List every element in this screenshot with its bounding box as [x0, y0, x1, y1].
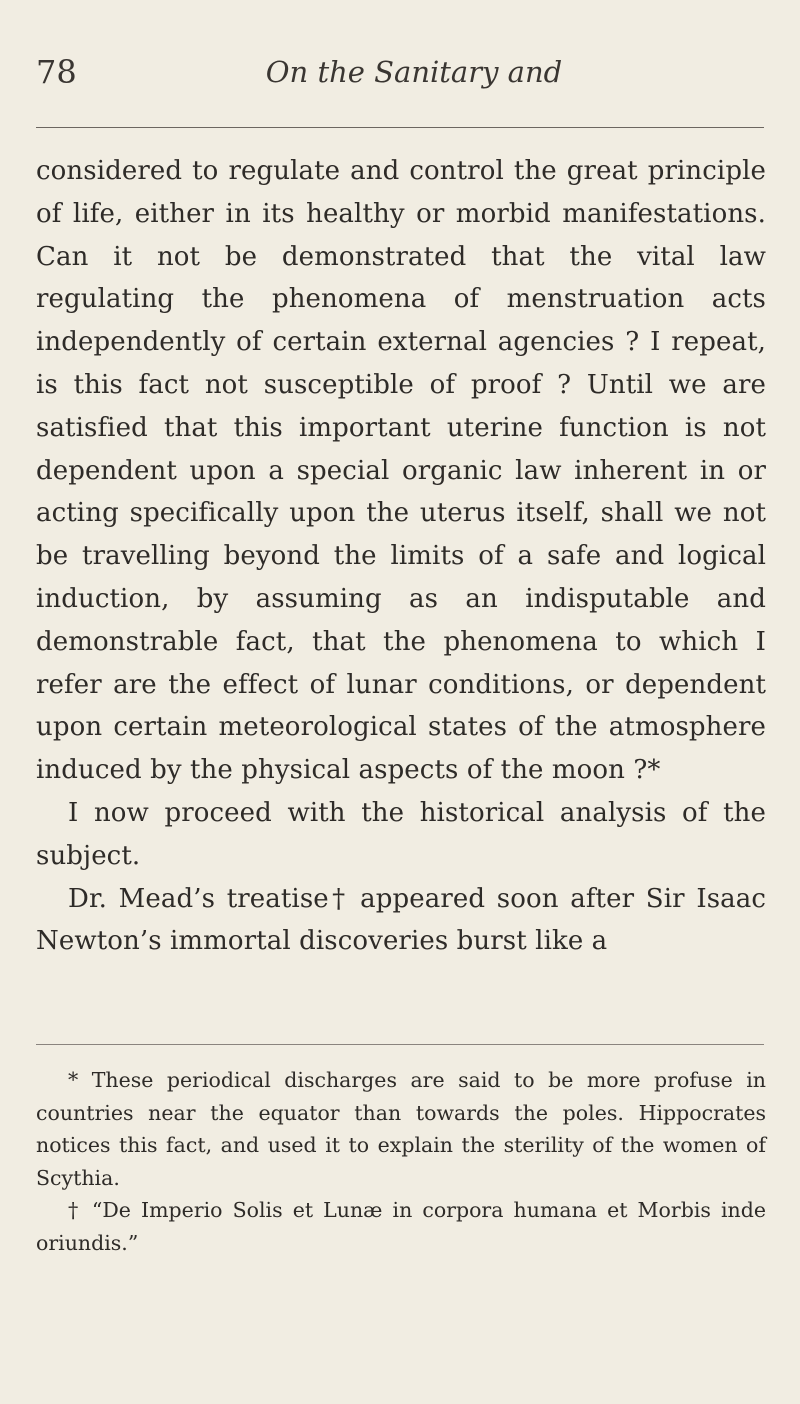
running-title: On the Sanitary and: [265, 55, 563, 89]
footnote-rule: [36, 1044, 764, 1045]
paragraph-2: I now proceed with the historical analysis of the subject.: [36, 797, 766, 871]
paragraph-3: Dr. Mead’s treatise† appeared soon after Sir Isaac Newton’s immortal discoveries burst like a: [36, 883, 766, 957]
page-number: 78: [36, 53, 77, 91]
paragraph-1: considered to regulate and control the great principle of life, either in its healthy or morbid manifestations. Can it not be demonstrated that the vital law regulating the phenomena of menstruation acts independently of certain external agencies ? I repeat, is this fact not susceptible of proof ? Until we are satisfied that this important uterine function is not dependent upon a special organic law inherent in or acting specifically upon the uterus itself, shall we not be travelling beyond the limits of a safe and logical induction, by assuming as an indisputable and demonstrable fact, that the phenomena to which I refer are the effect of lunar conditions, or dependent upon certain meteorological states of the atmosphere induced by the physical aspects of the moon ?*: [36, 156, 766, 786]
header-rule: [36, 127, 764, 128]
body-text: [36, 150, 766, 963]
footnotes: [36, 1064, 766, 1259]
footnote-2: † “De Imperio Solis et Lunæ in corpora humana et Morbis inde oriundis.”: [36, 1198, 766, 1255]
footnote-1: * These periodical discharges are said to be more profuse in countries near the equator than towards the poles. Hippocrates notices this fact, and used it to explain the sterility of the women of Scythia.: [36, 1068, 766, 1190]
page-header: [36, 52, 768, 102]
